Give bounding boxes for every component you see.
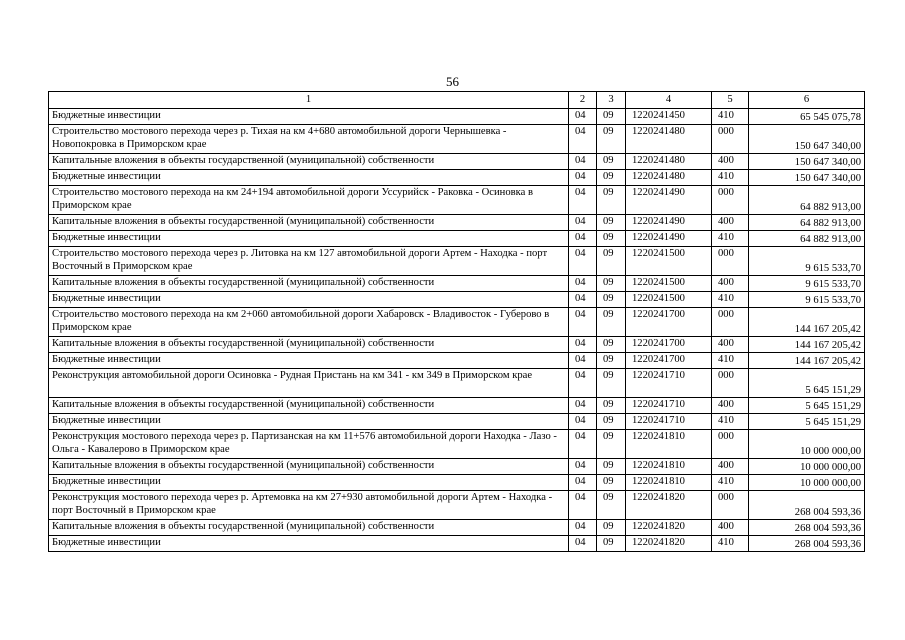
subsection-code-cell: 09: [597, 125, 626, 154]
amount-cell: 268 004 593,36: [749, 491, 865, 520]
expense-type-cell: 400: [712, 398, 749, 414]
expense-type-cell: 410: [712, 475, 749, 491]
table-row: [49, 276, 865, 292]
column-header: 6: [749, 92, 865, 109]
target-code-cell: 1220241480: [626, 170, 712, 186]
expense-type-cell: 400: [712, 154, 749, 170]
item-name-cell: Строительство мостового перехода на км 24+194 автомобильной дороги Уссурийск - Раковка - Осиновка в Приморском крае: [49, 186, 569, 215]
item-name-cell: Реконструкция автомобильной дороги Осиновка - Рудная Пристань на км 341 - км 349 в Приморском крае: [49, 369, 569, 398]
amount-cell: 10 000 000,00: [749, 430, 865, 459]
section-code-cell: 04: [569, 154, 597, 170]
section-code-cell: 04: [569, 125, 597, 154]
amount-cell: 144 167 205,42: [749, 308, 865, 337]
target-code-cell: 1220241490: [626, 186, 712, 215]
expense-type-cell: 000: [712, 186, 749, 215]
subsection-code-cell: 09: [597, 109, 626, 125]
table-row: [49, 170, 865, 186]
section-code-cell: 04: [569, 170, 597, 186]
item-name-cell: Капитальные вложения в объекты государственной (муниципальной) собственности: [49, 459, 569, 475]
table-row: [49, 308, 865, 337]
amount-cell: 268 004 593,36: [749, 536, 865, 552]
amount-cell: 65 545 075,78: [749, 109, 865, 125]
item-name-cell: Капитальные вложения в объекты государственной (муниципальной) собственности: [49, 520, 569, 536]
target-code-cell: 1220241700: [626, 337, 712, 353]
amount-cell: 9 615 533,70: [749, 276, 865, 292]
expense-type-cell: 000: [712, 247, 749, 276]
section-code-cell: 04: [569, 231, 597, 247]
table-row: [49, 430, 865, 459]
expense-type-cell: 000: [712, 491, 749, 520]
item-name-cell: Капитальные вложения в объекты государственной (муниципальной) собственности: [49, 154, 569, 170]
section-code-cell: 04: [569, 520, 597, 536]
expense-type-cell: 410: [712, 353, 749, 369]
section-code-cell: 04: [569, 337, 597, 353]
expense-type-cell: 410: [712, 414, 749, 430]
target-code-cell: 1220241710: [626, 398, 712, 414]
subsection-code-cell: 09: [597, 520, 626, 536]
column-header: 1: [49, 92, 569, 109]
table-row: [49, 109, 865, 125]
table-row: [49, 459, 865, 475]
item-name-cell: Бюджетные инвестиции: [49, 536, 569, 552]
amount-cell: 10 000 000,00: [749, 459, 865, 475]
table-row: [49, 125, 865, 154]
expense-type-cell: 410: [712, 292, 749, 308]
subsection-code-cell: 09: [597, 353, 626, 369]
table-row: [49, 186, 865, 215]
table-row: [49, 491, 865, 520]
target-code-cell: 1220241810: [626, 475, 712, 491]
subsection-code-cell: 09: [597, 292, 626, 308]
amount-cell: 150 647 340,00: [749, 125, 865, 154]
target-code-cell: 1220241820: [626, 536, 712, 552]
section-code-cell: 04: [569, 186, 597, 215]
target-code-cell: 1220241490: [626, 215, 712, 231]
item-name-cell: Капитальные вложения в объекты государственной (муниципальной) собственности: [49, 398, 569, 414]
table-header-row: [49, 92, 865, 109]
item-name-cell: Бюджетные инвестиции: [49, 414, 569, 430]
subsection-code-cell: 09: [597, 337, 626, 353]
section-code-cell: 04: [569, 276, 597, 292]
item-name-cell: Бюджетные инвестиции: [49, 231, 569, 247]
amount-cell: 144 167 205,42: [749, 353, 865, 369]
item-name-cell: Реконструкция мостового перехода через р. Партизанская на км 11+576 автомобильной дороги Находка - Лазо - Ольга - Кавалерово в Приморском крае: [49, 430, 569, 459]
target-code-cell: 1220241710: [626, 414, 712, 430]
section-code-cell: 04: [569, 109, 597, 125]
amount-cell: 5 645 151,29: [749, 369, 865, 398]
expense-type-cell: 400: [712, 520, 749, 536]
expense-type-cell: 000: [712, 125, 749, 154]
target-code-cell: 1220241820: [626, 491, 712, 520]
subsection-code-cell: 09: [597, 459, 626, 475]
target-code-cell: 1220241700: [626, 308, 712, 337]
table-row: [49, 414, 865, 430]
subsection-code-cell: 09: [597, 154, 626, 170]
target-code-cell: 1220241710: [626, 369, 712, 398]
item-name-cell: Реконструкция мостового перехода через р. Артемовка на км 27+930 автомобильной дороги Артем - Находка - порт Восточный в Приморском крае: [49, 491, 569, 520]
amount-cell: 268 004 593,36: [749, 520, 865, 536]
table-row: [49, 231, 865, 247]
item-name-cell: Бюджетные инвестиции: [49, 475, 569, 491]
target-code-cell: 1220241500: [626, 276, 712, 292]
expense-type-cell: 400: [712, 215, 749, 231]
budget-table: [48, 91, 865, 552]
section-code-cell: 04: [569, 414, 597, 430]
subsection-code-cell: 09: [597, 276, 626, 292]
expense-type-cell: 400: [712, 459, 749, 475]
expense-type-cell: 400: [712, 276, 749, 292]
amount-cell: 5 645 151,29: [749, 398, 865, 414]
item-name-cell: Капитальные вложения в объекты государственной (муниципальной) собственности: [49, 276, 569, 292]
subsection-code-cell: 09: [597, 215, 626, 231]
amount-cell: 9 615 533,70: [749, 292, 865, 308]
section-code-cell: 04: [569, 215, 597, 231]
subsection-code-cell: 09: [597, 170, 626, 186]
section-code-cell: 04: [569, 475, 597, 491]
column-header: 5: [712, 92, 749, 109]
target-code-cell: 1220241500: [626, 247, 712, 276]
amount-cell: 150 647 340,00: [749, 154, 865, 170]
amount-cell: 150 647 340,00: [749, 170, 865, 186]
target-code-cell: 1220241500: [626, 292, 712, 308]
expense-type-cell: 410: [712, 170, 749, 186]
target-code-cell: 1220241810: [626, 459, 712, 475]
section-code-cell: 04: [569, 247, 597, 276]
subsection-code-cell: 09: [597, 369, 626, 398]
table-row: [49, 520, 865, 536]
column-header: 3: [597, 92, 626, 109]
table-row: [49, 369, 865, 398]
item-name-cell: Бюджетные инвестиции: [49, 109, 569, 125]
expense-type-cell: 410: [712, 109, 749, 125]
table-row: [49, 353, 865, 369]
target-code-cell: 1220241700: [626, 353, 712, 369]
table-row: [49, 398, 865, 414]
section-code-cell: 04: [569, 292, 597, 308]
item-name-cell: Строительство мостового перехода через р. Литовка на км 127 автомобильной дороги Артем - Находка - порт Восточный в Приморском крае: [49, 247, 569, 276]
section-code-cell: 04: [569, 353, 597, 369]
amount-cell: 64 882 913,00: [749, 215, 865, 231]
expense-type-cell: 410: [712, 536, 749, 552]
subsection-code-cell: 09: [597, 536, 626, 552]
expense-type-cell: 000: [712, 369, 749, 398]
target-code-cell: 1220241450: [626, 109, 712, 125]
column-header: 2: [569, 92, 597, 109]
target-code-cell: 1220241480: [626, 154, 712, 170]
item-name-cell: Капитальные вложения в объекты государственной (муниципальной) собственности: [49, 215, 569, 231]
table-row: [49, 475, 865, 491]
subsection-code-cell: 09: [597, 308, 626, 337]
amount-cell: 5 645 151,29: [749, 414, 865, 430]
amount-cell: 144 167 205,42: [749, 337, 865, 353]
amount-cell: 64 882 913,00: [749, 231, 865, 247]
expense-type-cell: 000: [712, 430, 749, 459]
page-number: 56: [446, 74, 459, 89]
table-row: [49, 536, 865, 552]
column-header: 4: [626, 92, 712, 109]
section-code-cell: 04: [569, 430, 597, 459]
target-code-cell: 1220241820: [626, 520, 712, 536]
table-row: [49, 247, 865, 276]
item-name-cell: Строительство мостового перехода на км 2+060 автомобильной дороги Хабаровск - Владивосток - Губерово в Приморском крае: [49, 308, 569, 337]
item-name-cell: Бюджетные инвестиции: [49, 170, 569, 186]
target-code-cell: 1220241810: [626, 430, 712, 459]
section-code-cell: 04: [569, 308, 597, 337]
section-code-cell: 04: [569, 459, 597, 475]
expense-type-cell: 000: [712, 308, 749, 337]
subsection-code-cell: 09: [597, 398, 626, 414]
item-name-cell: Капитальные вложения в объекты государственной (муниципальной) собственности: [49, 337, 569, 353]
target-code-cell: 1220241480: [626, 125, 712, 154]
section-code-cell: 04: [569, 398, 597, 414]
amount-cell: 9 615 533,70: [749, 247, 865, 276]
subsection-code-cell: 09: [597, 186, 626, 215]
expense-type-cell: 400: [712, 337, 749, 353]
subsection-code-cell: 09: [597, 430, 626, 459]
item-name-cell: Бюджетные инвестиции: [49, 292, 569, 308]
item-name-cell: Строительство мостового перехода через р. Тихая на км 4+680 автомобильной дороги Чернышевка - Новопокровка в Приморском крае: [49, 125, 569, 154]
subsection-code-cell: 09: [597, 414, 626, 430]
table-row: [49, 154, 865, 170]
item-name-cell: Бюджетные инвестиции: [49, 353, 569, 369]
section-code-cell: 04: [569, 536, 597, 552]
table-row: [49, 215, 865, 231]
subsection-code-cell: 09: [597, 231, 626, 247]
expense-type-cell: 410: [712, 231, 749, 247]
subsection-code-cell: 09: [597, 475, 626, 491]
section-code-cell: 04: [569, 369, 597, 398]
subsection-code-cell: 09: [597, 491, 626, 520]
amount-cell: 10 000 000,00: [749, 475, 865, 491]
amount-cell: 64 882 913,00: [749, 186, 865, 215]
table-row: [49, 292, 865, 308]
target-code-cell: 1220241490: [626, 231, 712, 247]
section-code-cell: 04: [569, 491, 597, 520]
subsection-code-cell: 09: [597, 247, 626, 276]
table-row: [49, 337, 865, 353]
